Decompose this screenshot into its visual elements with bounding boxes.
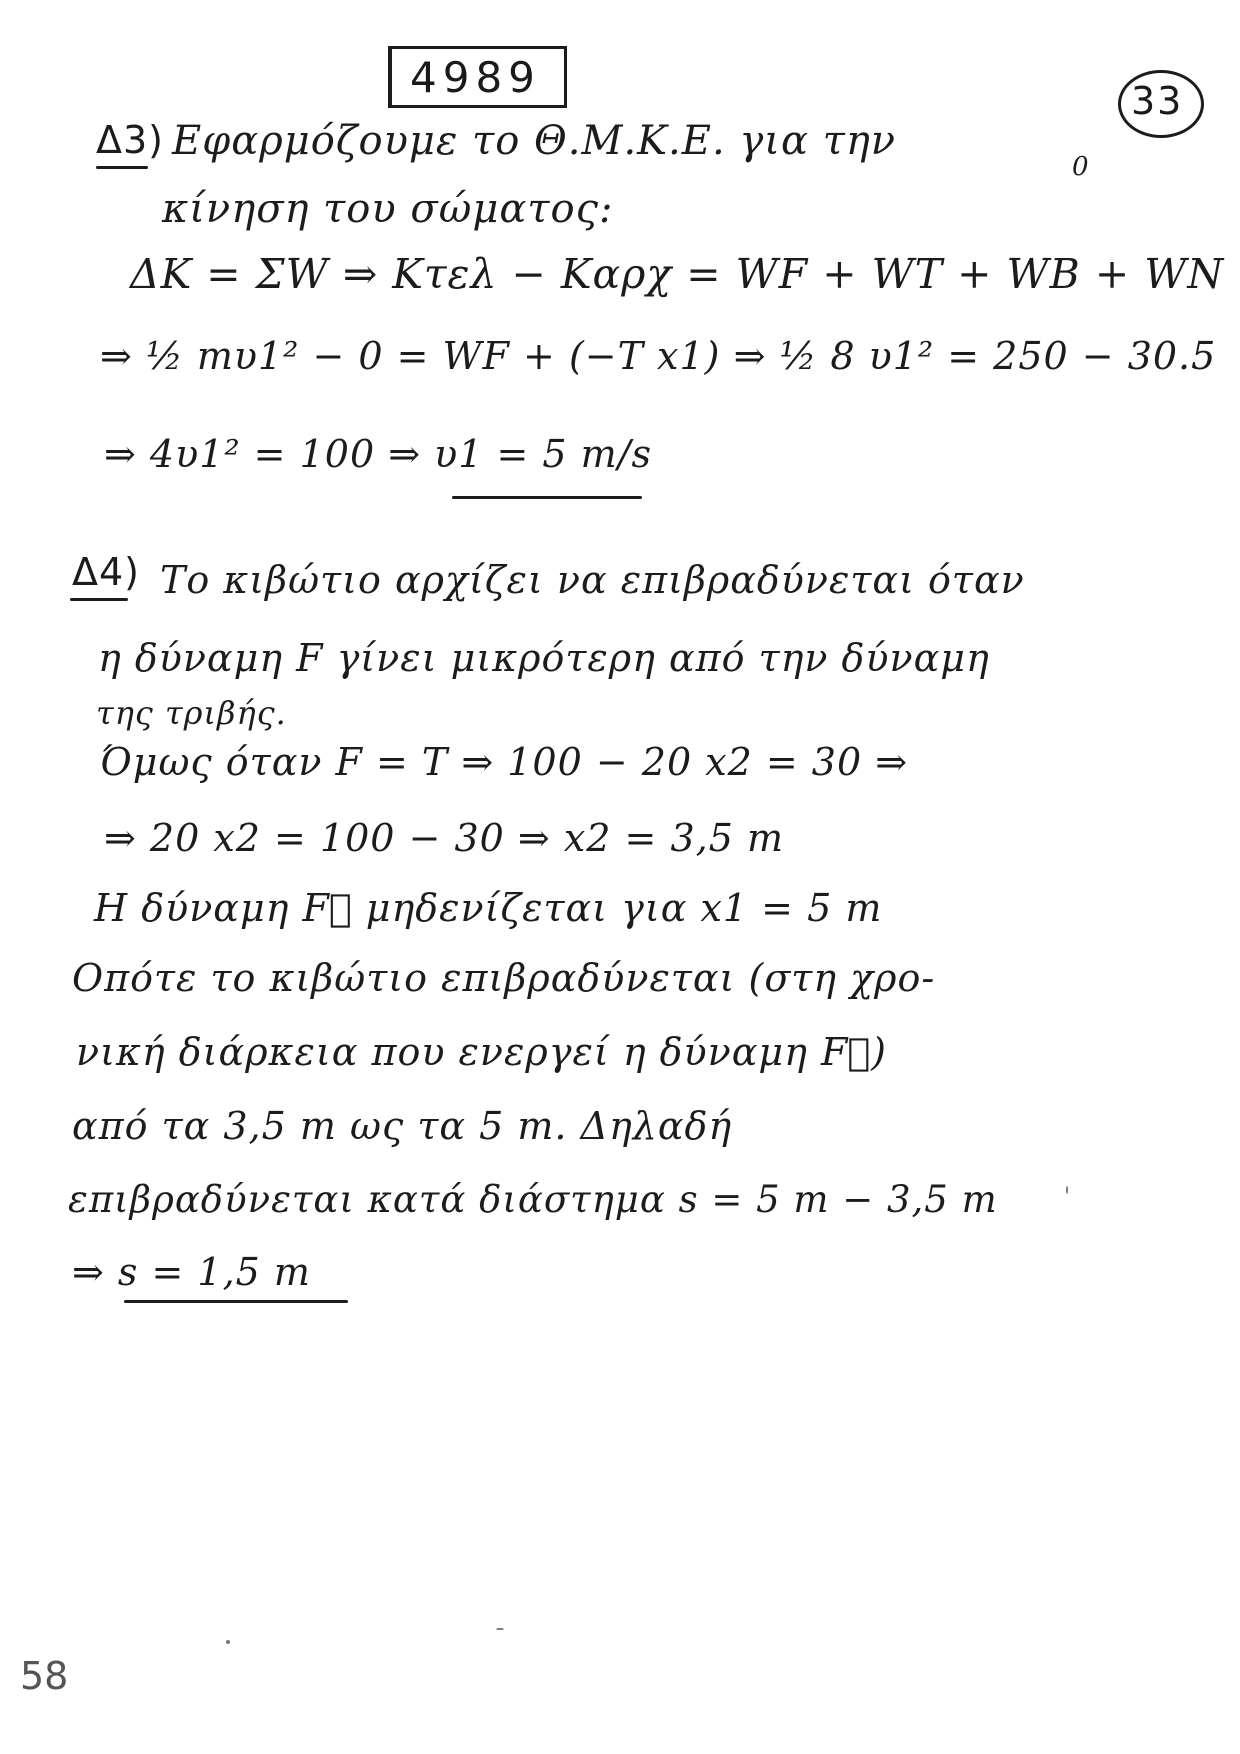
d3-equation-3: ⇒ 4υ1² = 100 ⇒ υ1 = 5 m/s	[104, 432, 653, 476]
d4-line-7: Οπότε το κιβώτιο επιβραδύνεται (στη χρο-	[72, 956, 936, 1000]
d3-equation-1: ΔΚ = ΣW ⇒ Kτελ − Kαρχ = WF + WT + WB + WN	[130, 250, 1225, 298]
d3-equation-2: ⇒ ½ mυ1² − 0 = WF + (−T x1) ⇒ ½ 8 υ1² = 250 − 30.5	[100, 334, 1217, 378]
d4-line-9: από τα 3,5 m ως τα 5 m. Δηλαδή	[72, 1104, 733, 1148]
d4-line-8: νική διάρκεια που ενεργεί η δύναμη F⃗)	[76, 1030, 887, 1074]
d4-line-3: της τριβής.	[96, 694, 287, 732]
section-d3-label: Δ3)	[96, 118, 164, 162]
d4-line-2: η δύναμη F γίνει μικρότερη από την δύναμη	[98, 636, 990, 680]
section-d3-underline	[96, 166, 148, 169]
d4-line-10: επιβραδύνεται κατά διάστημα s = 5 m − 3,5 m	[68, 1178, 998, 1221]
d4-result: ⇒ s = 1,5 m	[72, 1250, 311, 1294]
d4-line-4: Όμως όταν F = T ⇒ 100 − 20 x2 = 30 ⇒	[100, 740, 909, 784]
scan-speck	[496, 1628, 504, 1630]
document-number: 4989	[410, 53, 541, 102]
d4-line-6: Η δύναμη F⃗ μηδενίζεται για x1 = 5 m	[94, 886, 883, 930]
section-d4-label: Δ4)	[72, 550, 140, 594]
document-number-box	[388, 46, 567, 108]
d4-line-5: ⇒ 20 x2 = 100 − 30 ⇒ x2 = 3,5 m	[104, 816, 784, 860]
scan-speck	[1066, 1186, 1068, 1194]
page-badge	[1118, 70, 1204, 138]
d3-line-1: Εφαρμόζουμε το Θ.Μ.Κ.Ε. για την	[172, 118, 897, 164]
d3-line-2: κίνηση του σώματος:	[162, 186, 614, 232]
section-d4-underline	[70, 598, 128, 601]
page-number: 58	[20, 1654, 69, 1698]
page-badge-number: 33	[1131, 79, 1184, 123]
d4-result-underline	[124, 1300, 348, 1303]
d4-line-1: Το κιβώτιο αρχίζει να επιβραδύνεται όταν	[160, 558, 1025, 602]
scan-speck	[226, 1640, 230, 1644]
d3-result-underline	[452, 496, 642, 499]
d3-eq1-zero-note: 0	[1072, 152, 1090, 182]
